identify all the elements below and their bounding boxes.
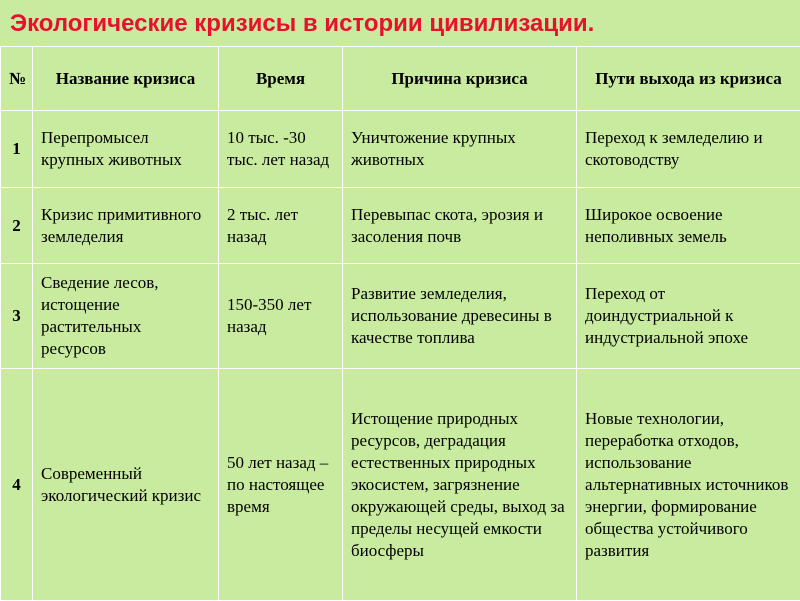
row-number: 1 (1, 111, 33, 188)
solution-cell: Переход к земледелию и скотоводству (577, 111, 800, 188)
solution-cell: Новые технологии, переработка отходов, использование альтернативных источников энергии, формирование общества устойчивого развития (577, 369, 800, 601)
row-number: 3 (1, 264, 33, 369)
table-row (1, 188, 800, 264)
header-solution: Пути выхода из кризиса (577, 47, 800, 111)
table-row (1, 369, 800, 601)
time-cell: 10 тыс. -30 тыс. лет назад (219, 111, 343, 188)
header-cause: Причина кризиса (343, 47, 577, 111)
page-title: Экологические кризисы в истории цивилизации. (10, 4, 594, 44)
solution-cell: Переход от доиндустриальной к индустриальной эпохе (577, 264, 800, 369)
time-cell: 150-350 лет назад (219, 264, 343, 369)
table-row (1, 264, 800, 369)
time-cell: 50 лет назад – по настоящее время (219, 369, 343, 601)
cause-cell: Развитие земледелия, использование древесины в качестве топлива (343, 264, 577, 369)
cause-cell: Уничтожение крупных животных (343, 111, 577, 188)
crisis-name-cell: Кризис примитивного земледелия (33, 188, 219, 264)
crisis-name-cell: Современный экологический кризис (33, 369, 219, 601)
table-header-row (1, 47, 800, 111)
crisis-name-cell: Перепромысел крупных животных (33, 111, 219, 188)
table-row (1, 111, 800, 188)
time-cell: 2 тыс. лет назад (219, 188, 343, 264)
cause-cell: Истощение природных ресурсов, деградация естественных природных экосистем, загрязнение окружающей среды, выход за пределы несущей емкости биосферы (343, 369, 577, 601)
row-number: 2 (1, 188, 33, 264)
header-number: № (1, 47, 33, 111)
row-number: 4 (1, 369, 33, 601)
crisis-table (0, 46, 800, 601)
cause-cell: Перевыпас скота, эрозия и засоления почв (343, 188, 577, 264)
crisis-name-cell: Сведение лесов, истощение растительных ресурсов (33, 264, 219, 369)
header-time: Время (219, 47, 343, 111)
header-crisis-name: Название кризиса (33, 47, 219, 111)
solution-cell: Широкое освоение неполивных земель (577, 188, 800, 264)
